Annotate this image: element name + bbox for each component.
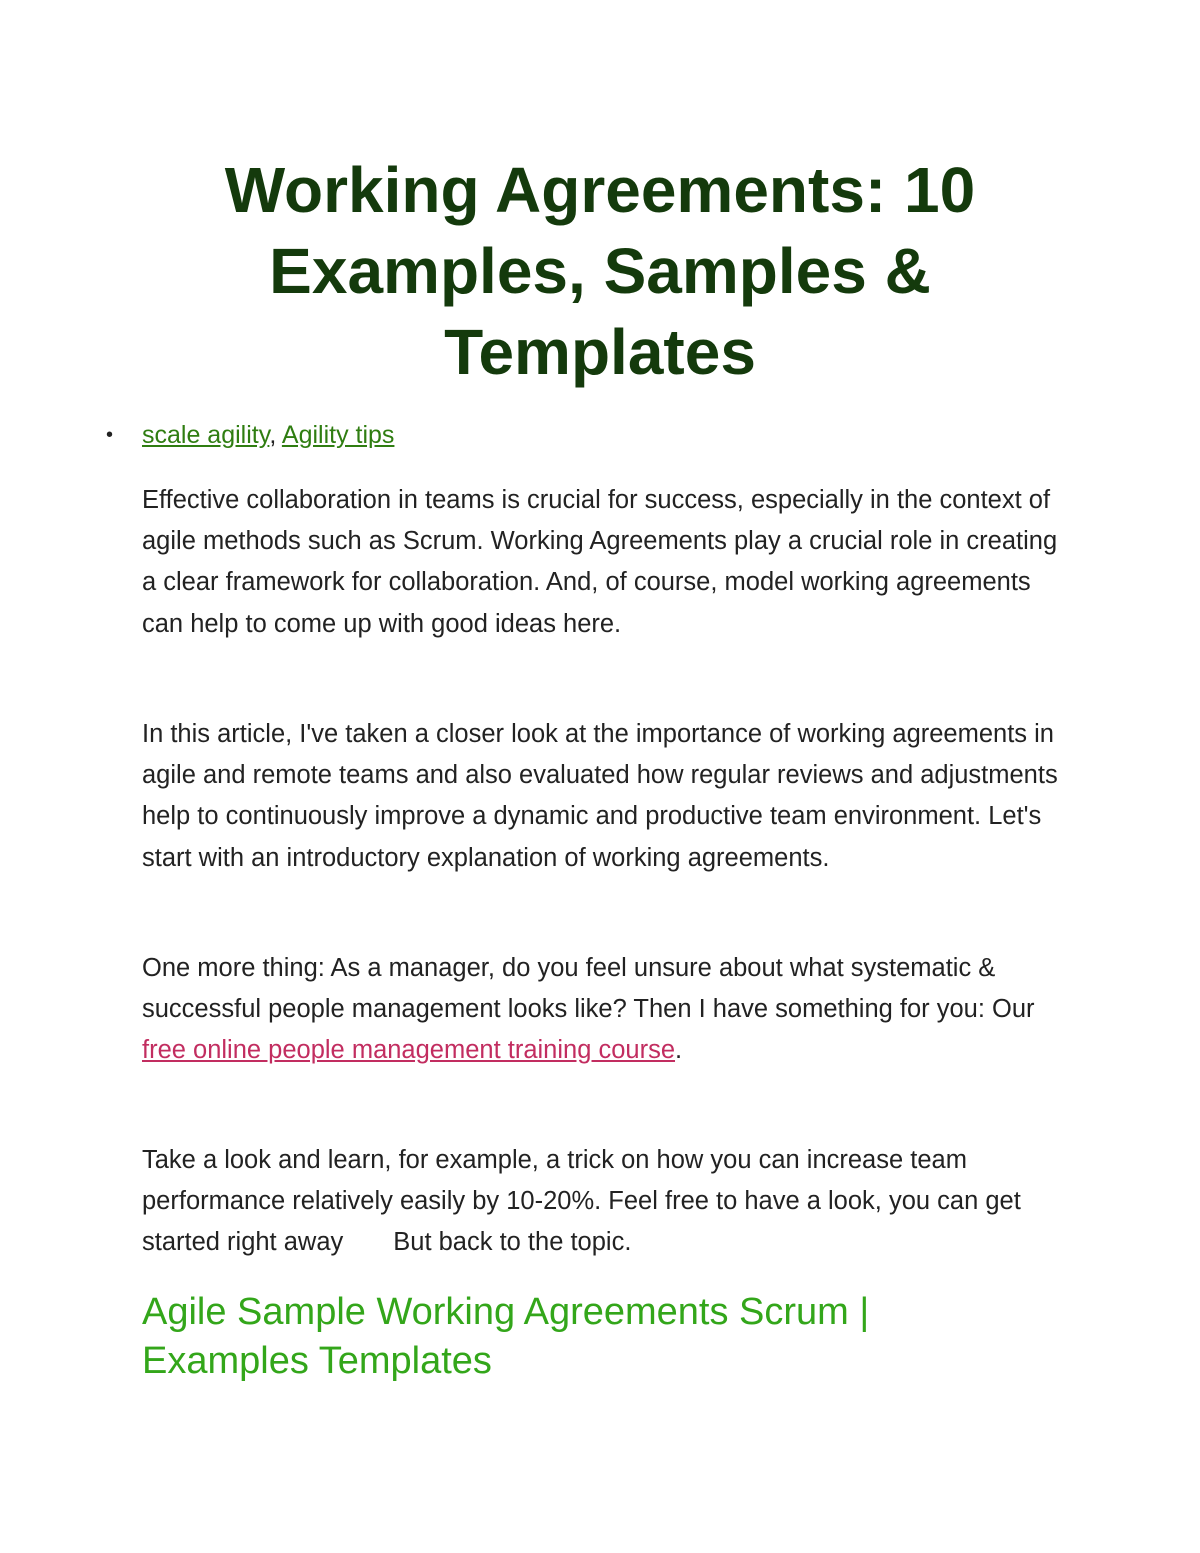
back-to-topic-text: But back to the topic. <box>393 1228 632 1257</box>
paragraph-training-offer <box>142 948 1072 1072</box>
page-title <box>100 150 1100 393</box>
tag-link-agility-tips[interactable]: Agility tips <box>281 421 395 449</box>
category-tags-item <box>100 418 394 452</box>
bullet-icon: • <box>106 424 114 446</box>
category-tags <box>100 418 394 452</box>
page-title-line-3: Templates <box>444 316 756 388</box>
paragraph-article-overview: In this article, I've taken a closer look at the importance of working agreements in agile and remote teams and also evaluated how regular reviews and adjustments help to continuously improve a dynamic and productive team environment. Let's start with an introductory explanation of working agreements. <box>142 720 1058 872</box>
training-course-link[interactable]: free online people management training course <box>142 1036 676 1065</box>
paragraph-training-offer-text: One more thing: As a manager, do you feel unsure about what systematic & successful people management looks like? Then I have something for you: Our <box>142 954 1035 1024</box>
section-heading-line-1: Agile Sample Working Agreements Scrum | <box>142 1291 870 1333</box>
paragraph-performance-tip-text: Take a look and learn, for example, a trick on how you can increase team performance relatively easily by 10-20%. Feel free to have a look, you can get started right away <box>142 1146 1021 1257</box>
paragraph-performance-tip <box>142 1140 1072 1264</box>
tag-separator: , <box>269 421 282 449</box>
section-heading <box>142 1288 1102 1386</box>
tag-link-scale-agility[interactable]: scale agility <box>142 421 270 449</box>
section-heading-line-2: Examples Templates <box>142 1340 492 1382</box>
paragraph-intro: Effective collaboration in teams is crucial for success, especially in the context of agile methods such as Scrum. Working Agreements play a crucial role in creating a clear framework for collaboration. And, of course, model working agreements can help to come up with good ideas here. <box>142 486 1058 638</box>
page-title-line-2: Examples, Samples & <box>269 235 931 307</box>
paragraph-training-offer-end: . <box>675 1036 683 1065</box>
page-title-line-1: Working Agreements: 10 <box>224 154 976 226</box>
